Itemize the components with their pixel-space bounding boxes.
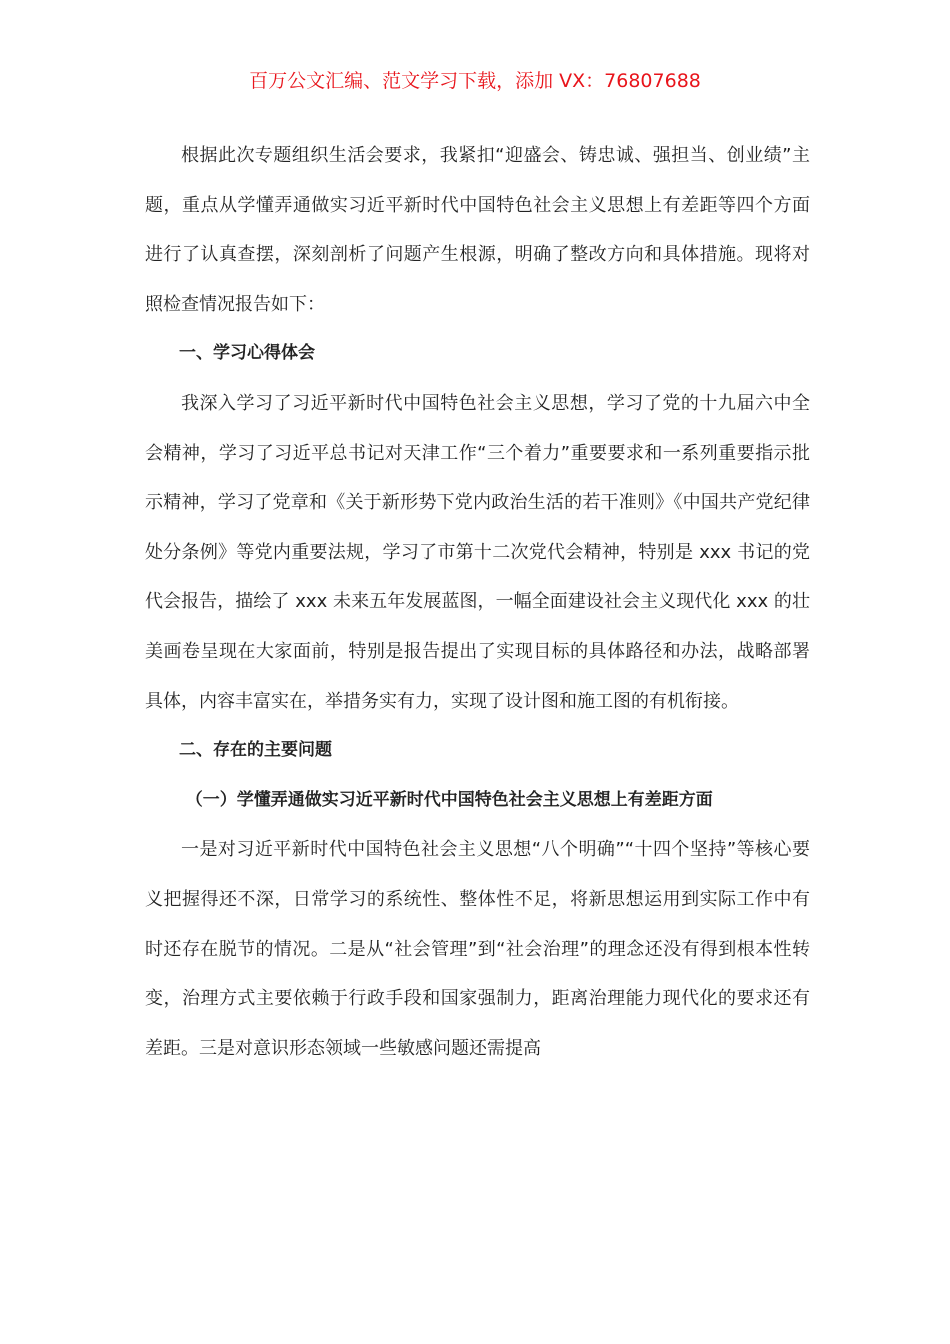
section-1-heading: 一、学习心得体会 xyxy=(179,343,315,364)
promo-header: 百万公文汇编、范文学习下载，添加 VX：76807688 xyxy=(249,70,701,92)
document-body xyxy=(145,131,810,1073)
subsection-1-paragraph: 一是对习近平新时代中国特色社会主义思想“八个明确”“十四个坚持”等核心要义把握得还不深，日常学习的系统性、整体性不足，将新思想运用到实际工作中有时还存在脱节的情况。二是从“社会管理”到“社会治理”的理念还没有得到根本性转变，治理方式主要依赖于行政手段和国家强制力，距离治理能力现代化的要求还有差距。三是对意识形态领域一些敏感问题还需提高 xyxy=(145,839,810,1059)
intro-paragraph: 根据此次专题组织生活会要求，我紧扣“迎盛会、铸忠诚、强担当、创业绩”主题，重点从学懂弄通做实习近平新时代中国特色社会主义思想上有差距等四个方面进行了认真查摆，深刻剖析了问题产生根源，明确了整改方向和具体措施。现将对照检查情况报告如下： xyxy=(145,145,810,315)
section-1-paragraph: 我深入学习了习近平新时代中国特色社会主义思想，学习了党的十九届六中全会精神，学习了习近平总书记对天津工作“三个着力”重要要求和一系列重要指示批示精神，学习了党章和《关于新形势下党内政治生活的若干准则》《中国共产党纪律处分条例》等党内重要法规，学习了市第十二次党代会精神，特别是 xxx 书记的党代会报告，描绘了 xxx 未来五年发展蓝图，一幅全面建设社会主义现代化 xxx 的壮美画卷呈现在大家面前，特别是报告提出了实现目标的具体路径和办法，战略部署具体，内容丰富实在，举措务实有力，实现了设计图和施工图的有机衔接。 xyxy=(145,392,810,712)
subsection-1-heading: （一）学懂弄通做实习近平新时代中国特色社会主义思想上有差距方面 xyxy=(185,789,713,810)
section-2-heading: 二、存在的主要问题 xyxy=(179,740,332,761)
